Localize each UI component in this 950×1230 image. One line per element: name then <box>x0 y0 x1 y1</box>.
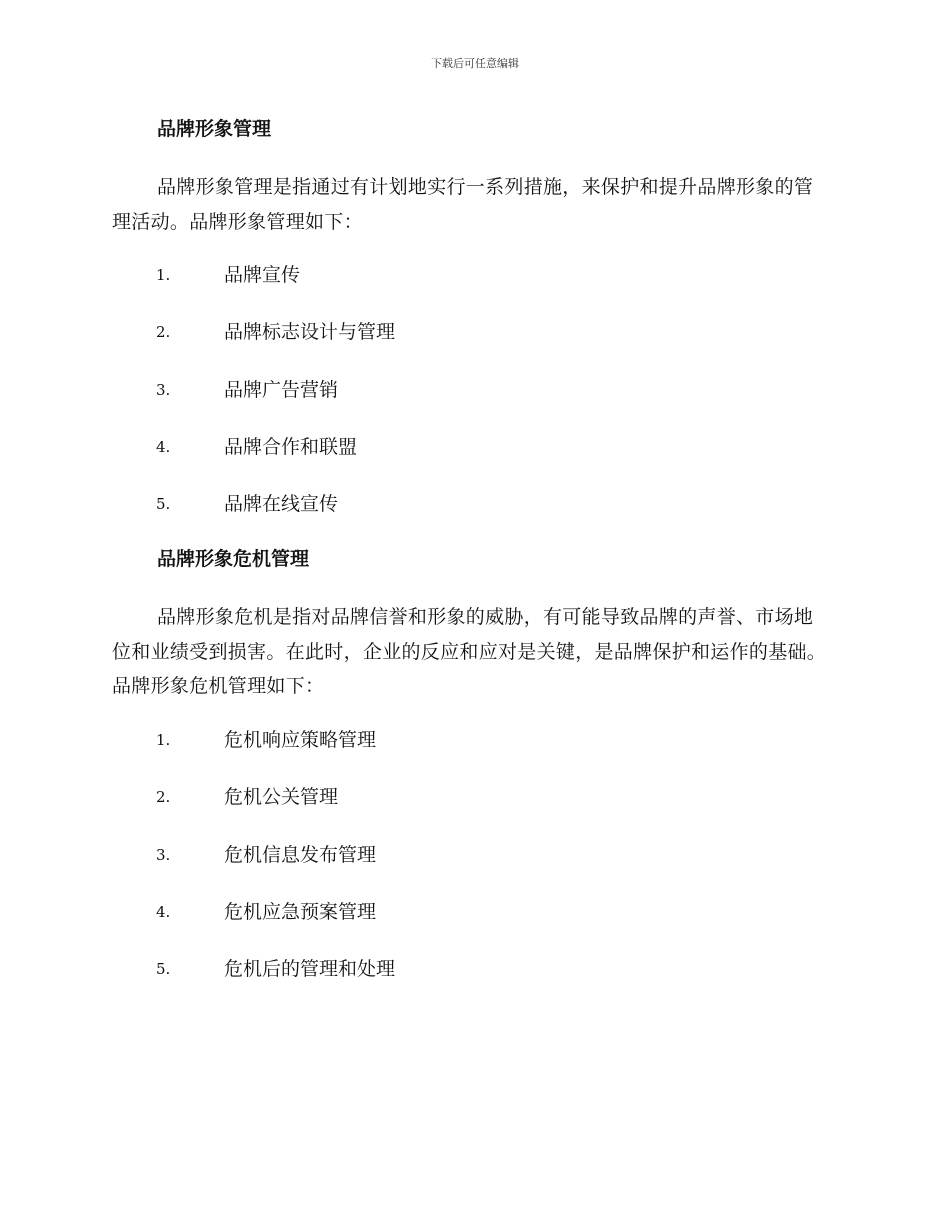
list-item-text: 品牌标志设计与管理 <box>224 321 396 344</box>
list-item-text: 品牌在线宣传 <box>224 493 339 516</box>
section-title-brand-image-management: 品牌形象管理 <box>157 118 272 140</box>
list-item-number: 4. <box>156 437 171 456</box>
list-item-number: 3. <box>156 380 171 399</box>
list-item-number: 3. <box>156 845 171 864</box>
list-item <box>112 304 832 361</box>
list-item-text: 危机信息发布管理 <box>224 843 377 866</box>
list-item-text: 危机公关管理 <box>224 786 339 809</box>
list-item-text: 品牌合作和联盟 <box>224 435 358 458</box>
list-item-text: 危机后的管理和处理 <box>224 958 396 981</box>
list-item <box>112 362 832 419</box>
list-item-number: 1. <box>156 730 171 749</box>
section-paragraph-brand-image-management: 品牌形象管理是指通过有计划地实行一系列措施，来保护和提升品牌形象的管理活动。品牌形象管理如下： <box>112 176 814 233</box>
list-item <box>112 419 832 476</box>
list-item-text: 危机应急预案管理 <box>224 900 377 923</box>
list-item <box>112 769 832 826</box>
list-brand-image-management <box>112 247 832 533</box>
list-item <box>112 476 832 533</box>
list-item <box>112 247 832 304</box>
list-item <box>112 827 832 884</box>
document-body <box>112 112 832 998</box>
list-item-number: 1. <box>156 266 171 284</box>
list-item-number: 4. <box>156 902 171 921</box>
list-item-text: 品牌宣传 <box>224 264 301 286</box>
list-item <box>112 884 832 941</box>
list-item-text: 品牌广告营销 <box>224 378 339 401</box>
section-paragraph-brand-crisis-management: 品牌形象危机是指对品牌信誉和形象的威胁，有可能导致品牌的声誉、市场地位和业绩受到损害。在此时，企业的反应和应对是关键，是品牌保护和运作的基础。品牌形象危机管理如下： <box>112 606 827 698</box>
list-item-number: 5. <box>156 495 171 514</box>
list-item-text: 危机响应策略管理 <box>224 728 377 751</box>
list-item <box>112 712 832 769</box>
list-item-number: 5. <box>156 960 171 979</box>
list-item-number: 2. <box>156 788 171 807</box>
header-note: 下载后可任意编辑 <box>431 57 519 70</box>
list-item <box>112 941 832 998</box>
list-item-number: 2. <box>156 323 171 342</box>
list-brand-crisis-management <box>112 712 832 998</box>
section-title-brand-crisis-management: 品牌形象危机管理 <box>157 548 310 571</box>
